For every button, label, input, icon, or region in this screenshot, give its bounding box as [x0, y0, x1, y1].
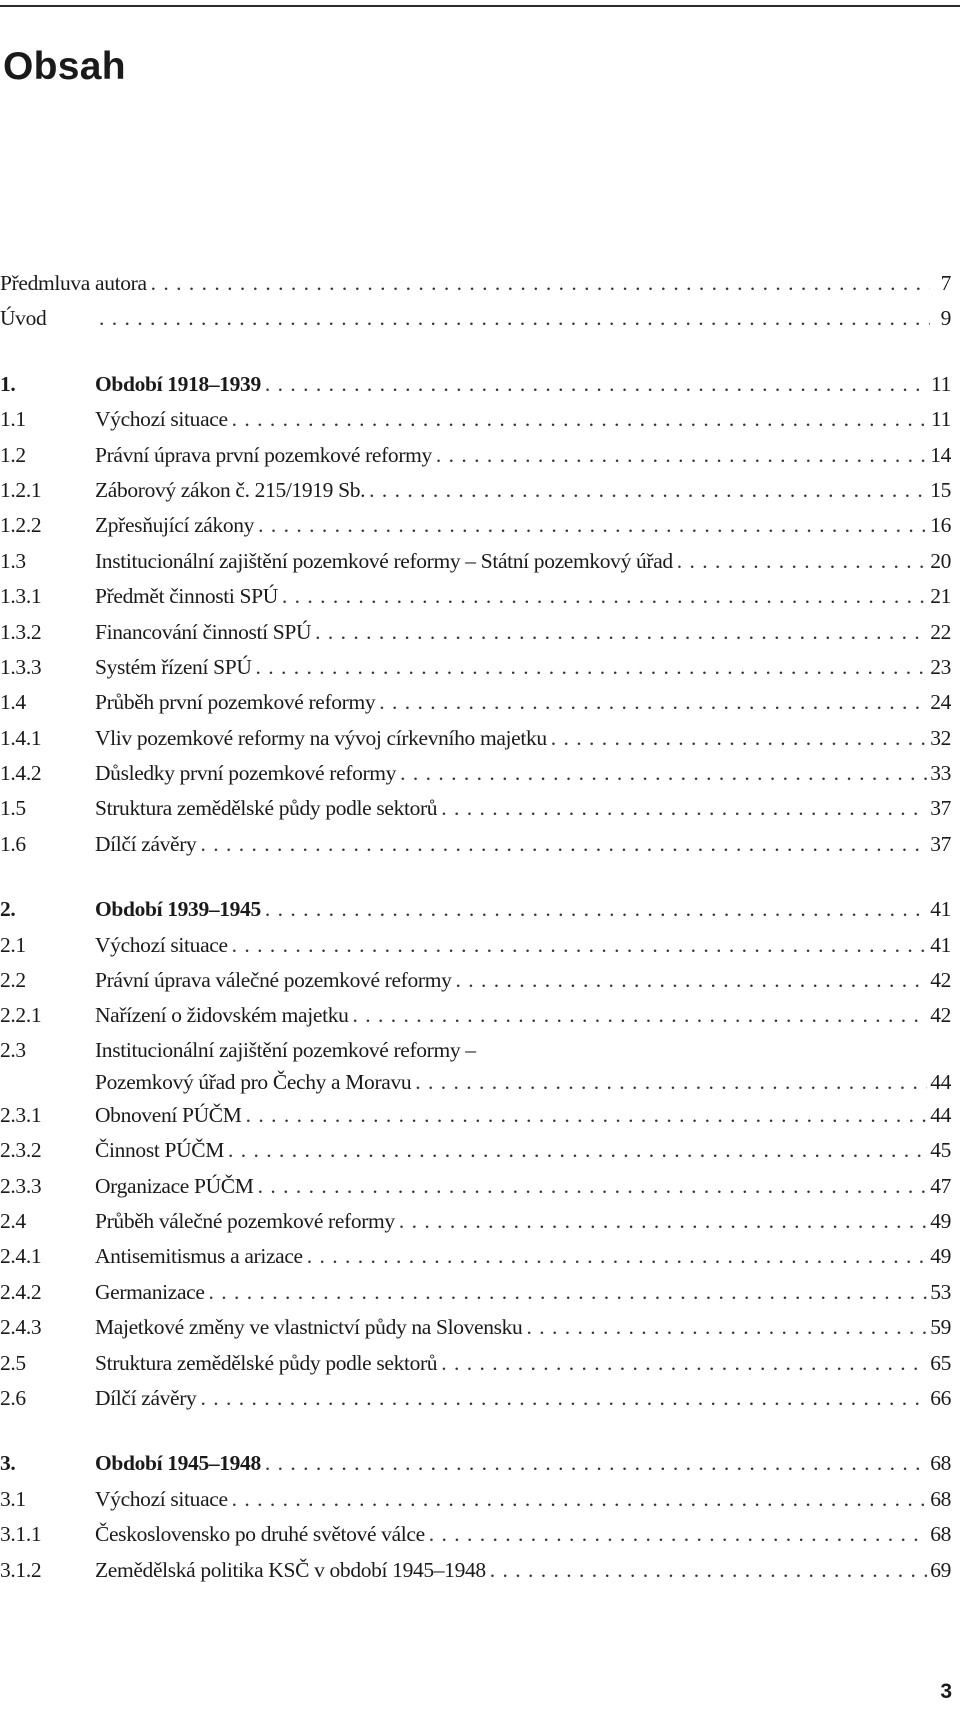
dot-leader	[429, 1517, 927, 1552]
toc-entry-page: 49	[930, 1244, 951, 1269]
toc-entry-page: 45	[930, 1138, 951, 1163]
toc-entry-number: 1.6	[0, 831, 26, 856]
toc-entry-number: 2.3	[0, 1037, 26, 1062]
toc-entry-number: 1.4	[0, 690, 26, 715]
toc-entry-page: 59	[930, 1315, 951, 1340]
toc-entry-page: 47	[930, 1173, 951, 1198]
toc-entry-title: Předmět činnosti SPÚ	[95, 584, 278, 609]
page-number: 3	[940, 1680, 952, 1703]
toc-entry-title: Systém řízení SPÚ	[95, 654, 252, 679]
dot-leader	[379, 685, 927, 720]
toc-entry[interactable]	[0, 1381, 951, 1416]
toc-entry[interactable]	[0, 579, 951, 614]
dot-leader	[209, 1275, 928, 1310]
toc-entry-number: 1.1	[0, 407, 26, 432]
dot-leader	[441, 791, 927, 826]
toc-entry-page: 41	[930, 897, 951, 922]
dot-leader	[677, 544, 927, 579]
dot-leader	[369, 473, 927, 508]
toc-entry-page: 49	[930, 1208, 951, 1233]
toc-entry[interactable]	[0, 756, 951, 791]
toc-entry-title: Germanizace	[95, 1279, 205, 1304]
dot-leader	[353, 998, 928, 1033]
page-title: Obsah	[3, 45, 126, 88]
toc-entry[interactable]	[0, 963, 951, 998]
toc-entry-page: 7	[940, 271, 951, 295]
toc-entry-number: 2.4.1	[0, 1244, 42, 1269]
dot-leader	[200, 827, 927, 862]
toc-entry[interactable]	[0, 1517, 951, 1552]
toc-entry-title: Průběh první pozemkové reformy	[95, 690, 376, 715]
toc-entry-number: 1.4.2	[0, 761, 42, 786]
toc-entry[interactable]	[0, 1239, 951, 1274]
dot-leader	[282, 579, 927, 614]
toc-entry-number: 3.1.2	[0, 1557, 42, 1582]
toc-entry[interactable]	[0, 1482, 951, 1517]
toc-entry-title: Obnovení PÚČM	[95, 1102, 242, 1127]
toc-entry[interactable]	[0, 438, 951, 473]
dot-leader	[265, 367, 928, 402]
toc-entry-page: 53	[930, 1279, 951, 1304]
dot-leader	[232, 1482, 928, 1517]
toc-entry-number: 1.2.2	[0, 513, 42, 538]
toc-entry-title: Úvod	[0, 306, 47, 331]
toc-entry[interactable]	[0, 615, 951, 650]
dot-leader	[441, 1346, 927, 1381]
toc-entry-page: 24	[930, 690, 951, 715]
toc-entry-page: 22	[930, 619, 951, 644]
toc-chapter-entry[interactable]	[0, 892, 951, 927]
toc-entry-page: 68	[930, 1522, 951, 1547]
toc-entry[interactable]	[0, 508, 951, 543]
toc-entry-page: 42	[930, 1003, 951, 1028]
dot-leader	[232, 402, 928, 437]
dot-leader	[490, 1553, 927, 1588]
toc-entry-title: Období 1918–1939	[95, 371, 261, 396]
toc-entry[interactable]	[0, 1098, 951, 1133]
toc-entry-number: 1.5	[0, 796, 26, 821]
toc-entry[interactable]	[0, 473, 951, 508]
toc-entry[interactable]	[0, 1133, 951, 1168]
toc-entry-title: Průběh válečné pozemkové reformy	[95, 1208, 395, 1233]
toc-entry-number: 1.3	[0, 548, 26, 573]
toc-entry-title-continued: Pozemkový úřad pro Čechy a Moravu	[95, 1069, 412, 1094]
toc-entry-number: 1.4.1	[0, 725, 42, 750]
toc-entry-page: 14	[930, 442, 951, 467]
toc-entry[interactable]	[0, 301, 951, 336]
dot-leader	[246, 1098, 928, 1133]
toc-entry[interactable]	[0, 791, 951, 826]
toc-entry-page: 44	[930, 1102, 951, 1127]
dot-leader	[436, 438, 927, 473]
toc-entry[interactable]	[0, 1310, 951, 1345]
toc-entry[interactable]	[0, 1275, 951, 1310]
toc-entry-page: 23	[930, 654, 951, 679]
toc-entry-number: 1.	[0, 371, 16, 396]
toc-entry[interactable]	[0, 721, 951, 756]
toc-entry-number: 1.3.3	[0, 654, 42, 679]
toc-entry-title: Důsledky první pozemkové reformy	[95, 761, 397, 786]
toc-entry-title: Období 1939–1945	[95, 897, 261, 922]
dot-leader	[232, 928, 928, 963]
toc-entry-title: Záborový zákon č. 215/1919 Sb.	[95, 477, 366, 502]
toc-entry[interactable]	[0, 1553, 951, 1588]
dot-leader	[228, 1133, 927, 1168]
dot-leader	[265, 892, 927, 927]
toc-entry-number: 2.1	[0, 932, 26, 957]
toc-entry-number: 2.4	[0, 1208, 26, 1233]
toc-entry-page: 65	[930, 1350, 951, 1375]
toc-entry-number: 3.	[0, 1451, 16, 1476]
toc-entry-title: Institucionální zajištění pozemkové reformy –	[95, 1037, 476, 1062]
toc-entry-title: Zemědělská politika KSČ v období 1945–1948	[95, 1557, 486, 1582]
toc-chapter-entry[interactable]	[0, 367, 951, 402]
toc-entry[interactable]	[0, 650, 951, 685]
toc-entry[interactable]	[0, 266, 951, 301]
table-of-contents	[0, 266, 951, 1588]
toc-entry-title: Zpřesňující zákony	[95, 513, 255, 538]
toc-entry-page: 11	[930, 371, 951, 396]
toc-entry-number: 1.2.1	[0, 477, 42, 502]
toc-entry-page: 68	[930, 1486, 951, 1511]
toc-entry-title: Antisemitismus a arizace	[95, 1244, 303, 1269]
dot-leader	[399, 1204, 927, 1239]
dot-leader	[151, 266, 930, 301]
toc-entry-number: 2.	[0, 897, 16, 922]
toc-entry-page: 66	[930, 1385, 951, 1410]
dot-leader	[551, 721, 927, 756]
dot-leader	[315, 615, 927, 650]
toc-entry-title: Právní úprava první pozemkové reformy	[95, 442, 432, 467]
toc-entry-page: 69	[930, 1557, 951, 1582]
toc-entry-number: 2.4.3	[0, 1315, 42, 1340]
toc-entry-title: Institucionální zajištění pozemkové reformy – Státní pozemkový úřad	[95, 548, 673, 573]
toc-entry-number: 2.3.1	[0, 1102, 42, 1127]
toc-entry-number: 3.1	[0, 1486, 26, 1511]
toc-entry-title: Výchozí situace	[95, 1486, 228, 1511]
toc-entry-page: 42	[930, 968, 951, 993]
toc-entry-title: Struktura zemědělské půdy podle sektorů	[95, 1350, 438, 1375]
toc-entry-title: Výchozí situace	[95, 407, 228, 432]
dot-leader	[400, 756, 927, 791]
toc-entry-title: Struktura zemědělské půdy podle sektorů	[95, 796, 438, 821]
dot-leader	[99, 301, 930, 336]
toc-entry[interactable]	[0, 685, 951, 720]
toc-entry-page: 41	[930, 932, 951, 957]
dot-leader	[200, 1381, 927, 1416]
toc-entry-page: 68	[930, 1451, 951, 1476]
toc-entry-title: Nařízení o židovském majetku	[95, 1003, 349, 1028]
toc-chapter-entry[interactable]	[0, 1446, 951, 1481]
toc-entry-number: 2.3.2	[0, 1138, 42, 1163]
dot-leader	[526, 1310, 927, 1345]
toc-entry-title: Výchozí situace	[95, 932, 228, 957]
toc-entry-page: 15	[930, 477, 951, 502]
toc-entry[interactable]	[0, 1346, 951, 1381]
toc-entry-title: Předmluva autora	[0, 271, 147, 295]
dot-leader	[455, 963, 927, 998]
toc-entry-page: 11	[930, 407, 951, 432]
toc-entry[interactable]	[0, 544, 951, 579]
toc-entry-page: 33	[930, 761, 951, 786]
toc-entry-page: 20	[930, 548, 951, 573]
toc-entry-title: Majetkové změny ve vlastnictví půdy na Slovensku	[95, 1315, 523, 1340]
toc-entry-title: Vliv pozemkové reformy na vývoj církevního majetku	[95, 725, 547, 750]
dot-leader	[415, 1066, 927, 1098]
toc-entry-title: Československo po druhé světové válce	[95, 1522, 425, 1547]
toc-entry-title: Financování činností SPÚ	[95, 619, 312, 644]
toc-entry-number: 2.4.2	[0, 1279, 42, 1304]
toc-entry-number: 1.2	[0, 442, 26, 467]
toc-entry-title: Dílčí závěry	[95, 831, 197, 856]
dot-leader	[307, 1239, 927, 1274]
toc-entry-number: 2.2.1	[0, 1003, 42, 1028]
toc-entry-page: 37	[930, 831, 951, 856]
toc-entry-number: 2.3.3	[0, 1173, 42, 1198]
toc-entry[interactable]	[0, 928, 951, 963]
toc-entry-title: Dílčí závěry	[95, 1385, 197, 1410]
dot-leader	[256, 650, 928, 685]
toc-entry-page: 32	[930, 725, 951, 750]
toc-entry-number: 3.1.1	[0, 1522, 42, 1547]
top-rule	[0, 5, 960, 7]
dot-leader	[265, 1446, 927, 1481]
toc-entry[interactable]	[0, 402, 951, 437]
toc-entry[interactable]	[0, 1169, 951, 1204]
toc-entry-number: 2.5	[0, 1350, 26, 1375]
toc-entry[interactable]	[0, 1204, 951, 1239]
toc-entry-page: 9	[940, 306, 951, 331]
dot-leader	[258, 1169, 928, 1204]
toc-entry-title: Právní úprava válečné pozemkové reformy	[95, 968, 452, 993]
toc-entry-page: 16	[930, 513, 951, 538]
toc-entry[interactable]	[0, 998, 951, 1033]
toc-entry[interactable]	[0, 1034, 951, 1098]
toc-entry-number: 1.3.2	[0, 619, 42, 644]
toc-entry-page: 44	[930, 1069, 951, 1094]
toc-entry-page: 37	[930, 796, 951, 821]
toc-entry-number: 2.6	[0, 1385, 26, 1410]
toc-entry[interactable]	[0, 827, 951, 862]
toc-entry-title: Organizace PÚČM	[95, 1173, 254, 1198]
toc-entry-title: Činnost PÚČM	[95, 1138, 225, 1163]
toc-entry-page: 21	[930, 584, 951, 609]
toc-entry-number: 2.2	[0, 968, 26, 993]
dot-leader	[258, 508, 927, 543]
toc-entry-number: 1.3.1	[0, 584, 42, 609]
toc-entry-title: Období 1945–1948	[95, 1451, 261, 1476]
